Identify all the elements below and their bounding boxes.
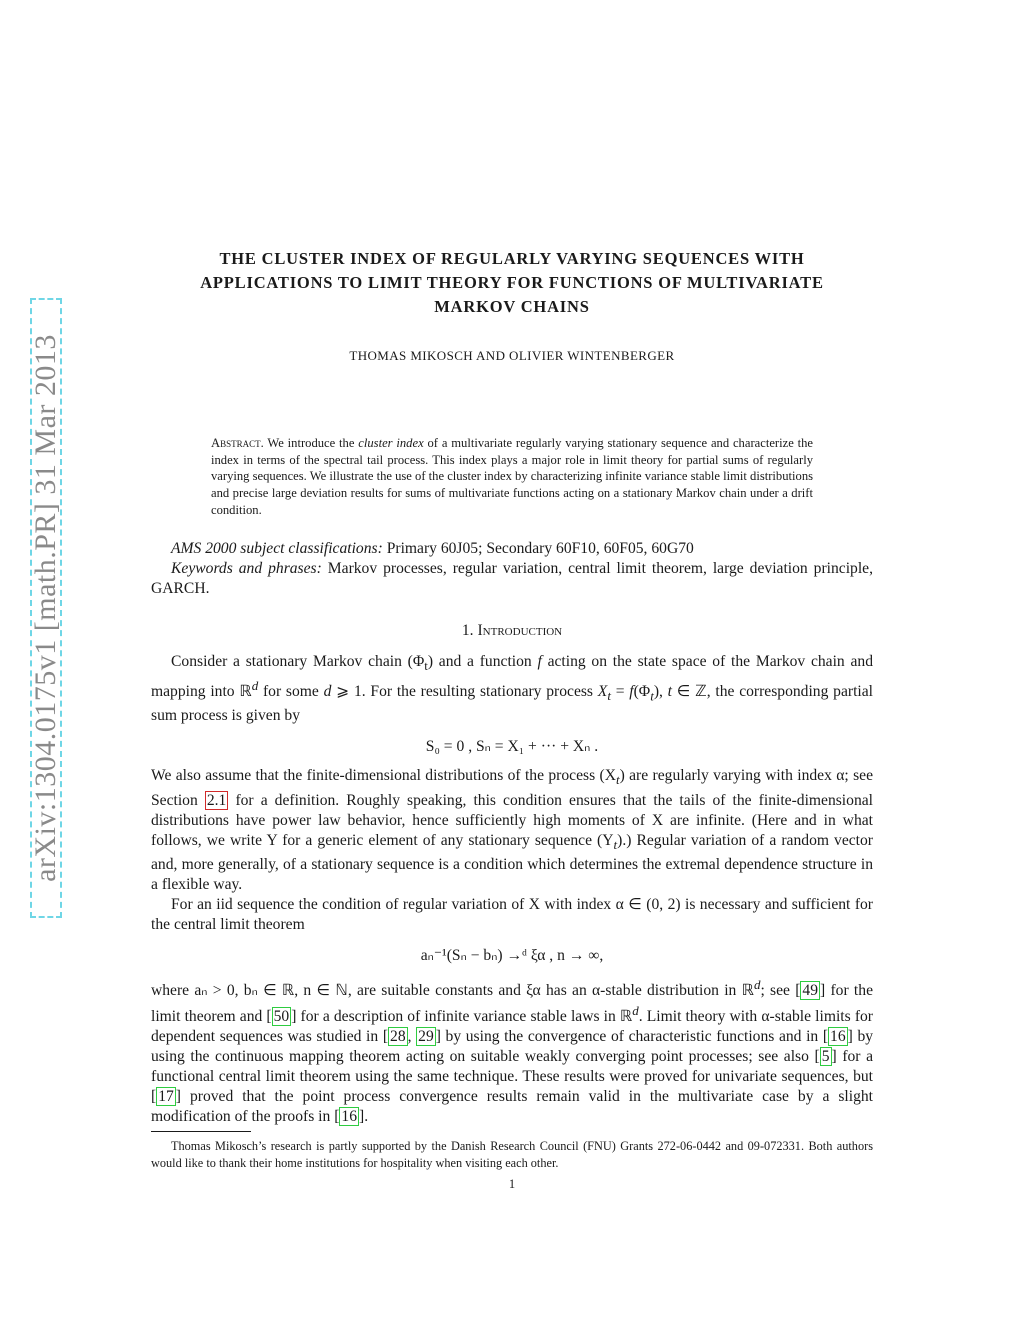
abstract-emphasis: cluster index — [358, 436, 424, 450]
p4-text-i: proved that the point process convergence results remain valid in the multivariate case by a slight modification of the proofs in — [151, 1088, 873, 1125]
page-number: 1 — [508, 1177, 516, 1191]
title-line-3: MARKOV CHAINS — [434, 297, 590, 316]
citation-50[interactable]: 50 — [273, 1008, 290, 1025]
p4-text-d: for a description of infinite variance stable laws in ℝ — [300, 1008, 633, 1025]
equation-partial-sum: S₀ = 0 , Sₙ = X₁ + ··· + Xₙ . — [425, 738, 599, 756]
introduction-body — [151, 652, 873, 1127]
p1-text-d: for some — [262, 683, 319, 701]
p1-text-a: Consider a stationary Markov chain (Φ — [171, 653, 425, 670]
p1-text-c: acting on the state space of the Markov chain and mapping into ℝ — [151, 653, 873, 701]
p4-text-a: where aₙ > 0, bₙ ∈ ℝ, n ∈ ℕ, are suitable constants and ξα has an α-stable distribution in ℝ — [151, 981, 754, 999]
section-number: 1. — [461, 622, 474, 639]
ams-classification — [151, 539, 873, 559]
equation-clt: aₙ⁻¹(Sₙ − bₙ) →ᵈ ξα , n → ∞, — [420, 946, 604, 964]
citation-16-second[interactable]: 16 — [341, 1108, 357, 1125]
p2-text-d: ).) Regular variation of a random vector and, more generally, of a stationary sequence is a condition which determines the extremal dependence structure in a flexible way. — [151, 831, 873, 893]
intro-paragraph-2: We also assume that the finite-dimensional distributions of the process $(X_t)$ are regularly varying with index α; see Section 2.1 for a definition. Roughly speaking, this condition ensures that the tails of the finite-dimensional distributions have power law behavior, hence sufficiently high moments of X are infinite. (Here and in what follows, we write Y for a generic element of any stationary sequence $(Y_t)$.) Regular variation of a random vector and, more generally, of a stationary sequence is a condition which determines the extremal dependence structure in a flexible way. — [151, 767, 874, 893]
title-line-1: THE CLUSTER INDEX OF REGULARLY VARYING SEQUENCES WITH — [219, 249, 805, 268]
abstract-text-a: We introduce the — [267, 436, 355, 450]
intro-paragraph-1: Consider a stationary Markov chain $(\Phi_t)$ and a function f acting on the state space of the Markov chain and mapping into ℝ$^d$ for some d ⩾ 1. For the resulting stationary process $X_t = f(\Phi_t)$, t ∈ ℤ, the corresponding partial sum process is given by — [151, 653, 873, 725]
citation-49[interactable]: 49 — [802, 981, 819, 999]
author-list: THOMAS MIKOSCH AND OLIVIER WINTENBERGER — [349, 348, 675, 363]
p4-text-h: for a functional central limit theorem using the same technique. These results were proved for univariate sequences, but — [151, 1048, 874, 1085]
keywords-label: Keywords and phrases: — [171, 560, 322, 577]
ams-label: AMS 2000 subject classifications: — [171, 540, 383, 557]
p2-text-a: We also assume that the finite-dimensional distributions of the process (X — [151, 767, 616, 785]
classification-block — [151, 539, 873, 599]
arxiv-identifier[interactable]: arXiv:1304.0175v1 [math.PR] 31 Mar 2013 — [29, 334, 62, 882]
abstract-label: Abstract. — [211, 436, 264, 450]
section-title: Introduction — [477, 622, 563, 639]
p4-text-g: by using the continuous mapping theorem acting on suitable weakly converging point processes; see also — [151, 1028, 874, 1065]
intro-paragraph-3: For an iid sequence the condition of regular variation of X with index α ∈ (0, 2) is necessary and sufficient for the central limit theorem — [151, 895, 873, 933]
arxiv-stamp — [30, 298, 62, 918]
ams-text: Primary 60J05; Secondary 60F10, 60F05, 60G70 — [386, 540, 694, 557]
footnote-text: Thomas Mikosch’s research is partly supported by the Danish Research Council (FNU) Grants 272-06-0442 and 09-072331. Both authors would like to thank their home institutions for hospitality when visiting each other. — [151, 1139, 873, 1170]
p1-text-f: the corresponding partial sum process is given by — [151, 683, 873, 725]
p4-text-j: . — [364, 1108, 369, 1125]
p4-text-b: ; see — [760, 981, 790, 999]
section-heading — [151, 622, 873, 640]
p1-text-b: ) and a function — [427, 653, 532, 670]
section-ref-link[interactable]: 2.1 — [206, 791, 227, 809]
abstract-text-b: of a multivariate regularly varying stationary sequence and characterize the index in terms of the spectral tail process. This index plays a major role in limit theory for partial sums of regularly varying sequences. We illustrate the use of the cluster index by characterizing infinite variance stable limit distributions and precise large deviation results for sums of multivariate functions acting on a stationary Markov chain under a drift condition. — [211, 436, 814, 517]
title-line-2: APPLICATIONS TO LIMIT THEORY FOR FUNCTIONS OF MULTIVARIATE — [200, 273, 824, 292]
footnote — [151, 1138, 873, 1172]
p4-text-f: by using the convergence of characteristic functions and in — [445, 1028, 819, 1045]
abstract — [211, 435, 813, 519]
citation-16[interactable]: 16 — [830, 1028, 846, 1045]
p4-text-c: for the limit theorem and — [151, 981, 873, 1025]
p2-text-b: ) are regularly varying with index α; see Section — [151, 767, 874, 809]
p4-text-e: . Limit theory with α-stable limits for dependent sequences was studied in — [151, 1008, 874, 1045]
p2-text-c: for a definition. Roughly speaking, this condition ensures that the tails of the finite-dimensional distributions have power law behavior, hence sufficiently high moments of X are infinite. (Here and in what follows, we write Y for a generic element of any stationary sequence (Y — [151, 791, 873, 849]
keywords — [151, 559, 873, 599]
p1-text-e: ⩾ 1. For the resulting stationary process — [336, 683, 594, 701]
citation-17[interactable]: 17 — [158, 1088, 174, 1105]
citation-29[interactable]: 29 — [418, 1028, 434, 1045]
intro-paragraph-4: where aₙ > 0, bₙ ∈ ℝ, n ∈ ℕ, are suitable constants and ξα has an α-stable distribution in ℝ$^d$; see [ 49 ] for the limit theorem and [ 50 ] for a description of infinite variance stable laws in ℝ$^d$. Limit theory with α-stable limits for dependent sequences was studied in [ 28 , 29 ] by using the convergence of characteristic functions and in [ 16 ] by using the continuous mapping theorem acting on suitable weakly converging point processes; see also [ 5 ] for a functional central limit theorem using the same technique. These results were proved for univariate sequences, but [ 17 ] proved that the point process convergence results remain valid in the multivariate case by a slight modification of the proofs in [ 16 ]. — [151, 976, 874, 1125]
citation-28[interactable]: 28 — [390, 1028, 406, 1045]
paper-title — [140, 247, 884, 319]
citation-5[interactable]: 5 — [821, 1048, 830, 1065]
footnote-rule — [151, 1131, 251, 1132]
keywords-text: Markov processes, regular variation, central limit theorem, large deviation principle, GARCH. — [151, 560, 873, 597]
